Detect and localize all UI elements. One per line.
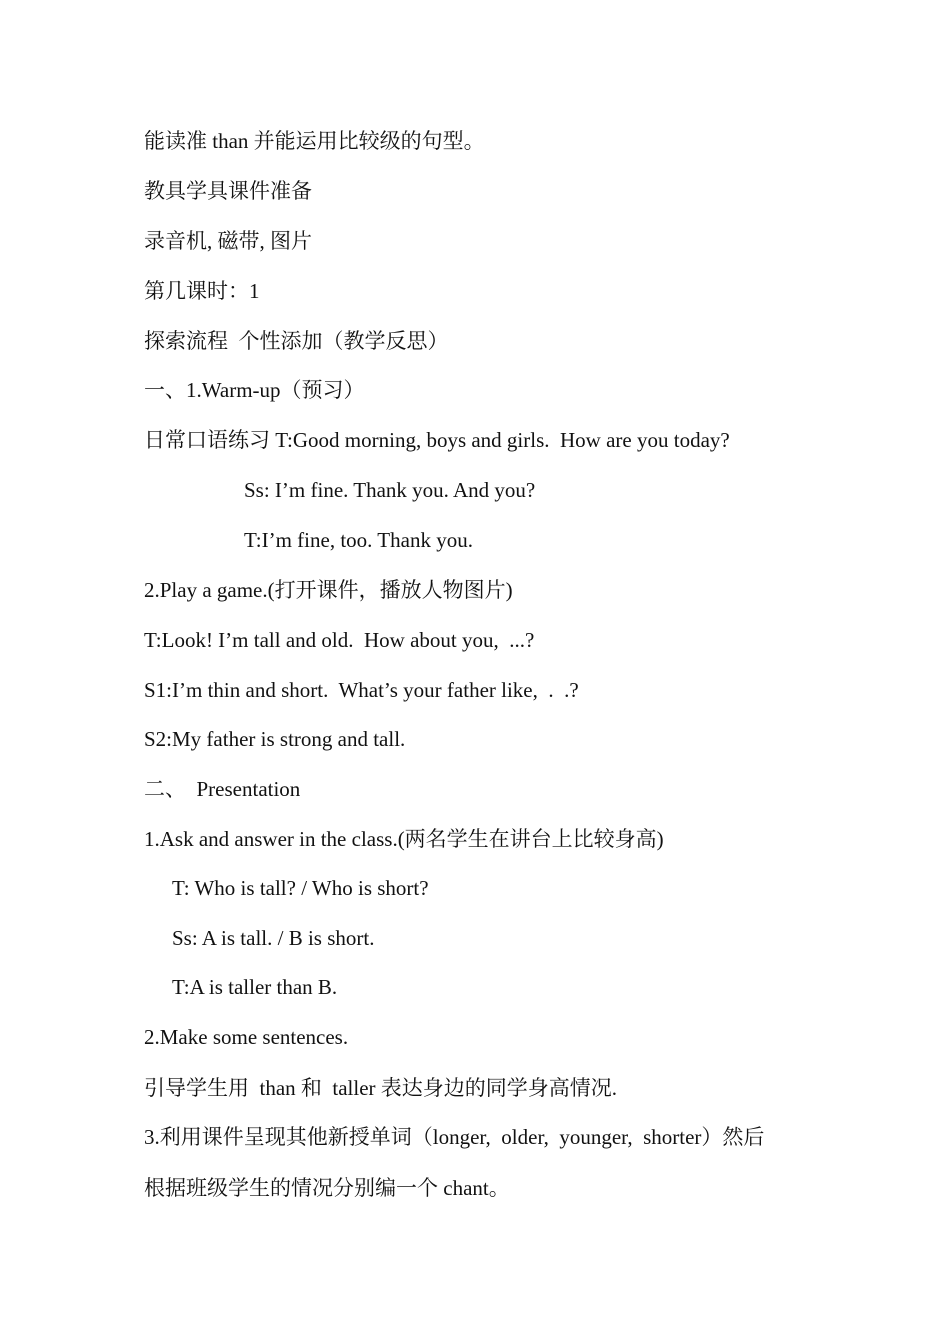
dialogue-line: T:I’m fine, too. Thank you. — [244, 528, 473, 552]
dialogue-line: S2:My father is strong and tall. — [144, 727, 406, 751]
dialogue-line: Ss: I’m fine. Thank you. And you? — [244, 478, 536, 502]
instruction-line: 根据班级学生的情况分别编一个 chant。 — [144, 1176, 510, 1200]
dialogue-line: 日常口语练习 T:Good morning, boys and girls. How are you today? — [144, 428, 730, 452]
presentation-step: 1.Ask and answer in the class.(两名学生在讲台上比较身高) — [144, 827, 664, 851]
section-presentation-heading: 二、 Presentation — [144, 777, 301, 801]
materials-heading: 教具学具课件准备 — [144, 179, 312, 203]
dialogue-line: T:Look! I’m tall and old. How about you, ...? — [144, 628, 535, 652]
lesson-period: 第几课时：1 — [144, 279, 260, 303]
presentation-step: 2.Make some sentences. — [144, 1025, 349, 1049]
process-heading: 探索流程 个性添加（教学反思） — [144, 329, 449, 353]
section-warmup-heading: 一、1.Warm-up（预习） — [144, 378, 365, 402]
instruction-line: 引导学生用 than 和 taller 表达身边的同学身高情况. — [144, 1076, 618, 1100]
dialogue-line: T: Who is tall? / Who is short? — [172, 876, 429, 900]
presentation-step: 3.利用课件呈现其他新授单词（longer, older, younger, shorter）然后 — [144, 1125, 765, 1149]
dialogue-line: Ss: A is tall. / B is short. — [172, 926, 375, 950]
materials-list: 录音机, 磁带, 图片 — [144, 229, 312, 253]
objective-line: 能读准 than 并能运用比较级的句型。 — [144, 129, 485, 153]
dialogue-line: S1:I’m thin and short. What’s your father like, . .? — [144, 678, 579, 702]
dialogue-line: T:A is taller than B. — [172, 975, 338, 999]
game-step: 2.Play a game.(打开课件，播放人物图片) — [144, 578, 513, 602]
